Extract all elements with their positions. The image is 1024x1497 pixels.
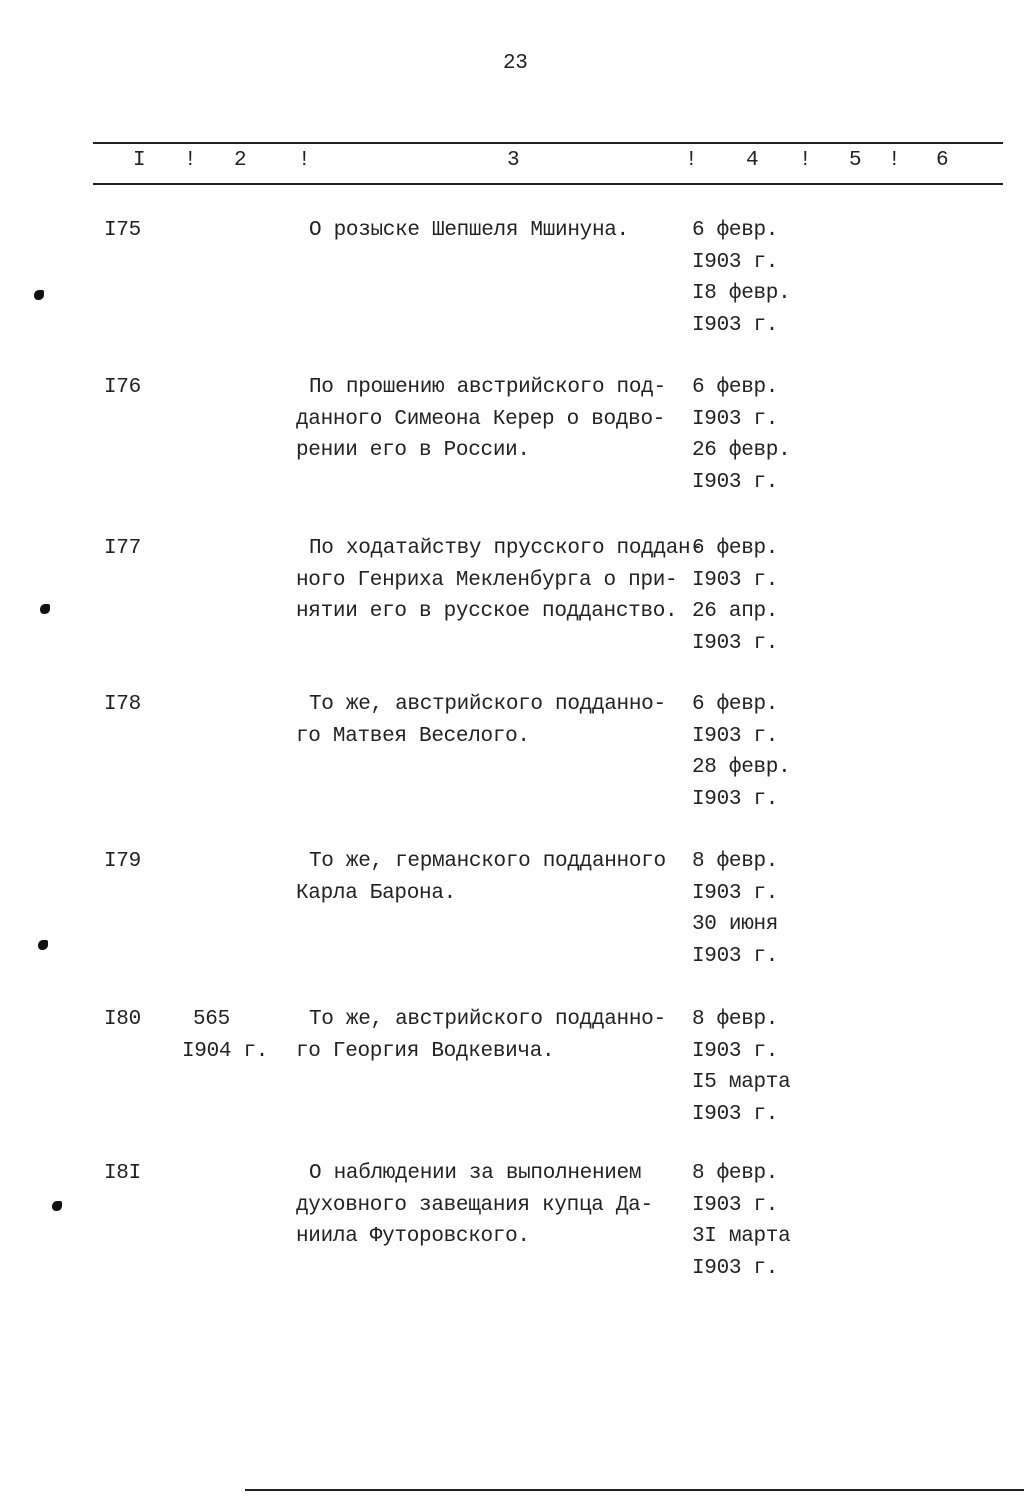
row-title-line: ниила Футоровского. xyxy=(296,1225,530,1248)
row-title-line: То же, австрийского подданно- xyxy=(309,1008,666,1031)
row-number: I76 xyxy=(104,376,141,399)
row-title-line: нятии его в русское подданство. xyxy=(296,600,678,623)
row-title-line: По ходатайству прусского поддан- xyxy=(309,537,703,560)
header-separator: ! xyxy=(184,149,197,172)
row-date-line: I903 г. xyxy=(692,470,779,494)
row-date-line: 26 февр. xyxy=(692,439,791,462)
row-date-line: I903 г. xyxy=(692,568,779,592)
header-col2: 2 xyxy=(234,149,247,172)
row-number: I80 xyxy=(104,1008,141,1031)
row-title-line: ного Генриха Мекленбурга о при- xyxy=(296,568,678,592)
row-date-line: I903 г. xyxy=(692,881,779,905)
header-bottom-rule xyxy=(93,183,1003,185)
row-date-line: I903 г. xyxy=(692,1193,779,1217)
row-date-line: 8 февр. xyxy=(692,1162,779,1185)
row-date-line: I8 февр. xyxy=(692,282,791,305)
row-title-line: По прошению австрийского под- xyxy=(309,376,666,399)
page-number: 23 xyxy=(503,52,528,75)
header-col4: 4 xyxy=(746,149,759,172)
row-date-line: 6 февр. xyxy=(692,537,779,560)
row-title-line: го Матвея Веселого. xyxy=(296,724,530,748)
row-title-line: духовного завещания купца Да- xyxy=(296,1193,653,1217)
row-date-line: I903 г. xyxy=(692,407,779,431)
row-date-line: I903 г. xyxy=(692,1039,779,1063)
case-reference: I904 г. xyxy=(182,1039,269,1063)
row-title-line: Карла Барона. xyxy=(296,881,456,905)
row-date-line: I903 г. xyxy=(692,631,779,655)
row-number: I75 xyxy=(104,219,141,242)
row-date-line: I903 г. xyxy=(692,1102,779,1126)
header-col6: 6 xyxy=(936,149,949,172)
row-date-line: I903 г. xyxy=(692,250,779,274)
header-top-rule xyxy=(93,142,1003,144)
row-number: I78 xyxy=(104,693,141,716)
row-number: I79 xyxy=(104,850,141,873)
punch-mark xyxy=(52,1201,62,1211)
row-title-line: данного Симеона Керер о водво- xyxy=(296,407,666,431)
row-number: I8I xyxy=(104,1162,141,1185)
row-title-line: О розыске Шепшеля Мшинуна. xyxy=(309,219,629,242)
punch-mark xyxy=(38,940,48,950)
row-title-line: рении его в России. xyxy=(296,439,530,462)
row-date-line: 6 февр. xyxy=(692,376,779,399)
row-title-line: О наблюдении за выполнением xyxy=(309,1162,642,1185)
row-date-line: I903 г. xyxy=(692,787,779,811)
header-separator: ! xyxy=(298,149,311,172)
row-date-line: 8 февр. xyxy=(692,1008,779,1031)
header-col1: I xyxy=(133,149,146,172)
row-date-line: 26 апр. xyxy=(692,600,779,623)
row-date-line: I903 г. xyxy=(692,313,779,337)
row-date-line: 28 февр. xyxy=(692,756,791,779)
row-date-line: 6 февр. xyxy=(692,219,779,242)
row-date-line: I903 г. xyxy=(692,1256,779,1280)
header-separator: ! xyxy=(888,149,901,172)
row-date-line: 3I марта xyxy=(692,1225,791,1248)
row-number: I77 xyxy=(104,537,141,560)
row-date-line: I903 г. xyxy=(692,724,779,748)
header-col5: 5 xyxy=(849,149,862,172)
row-date-line: 8 февр. xyxy=(692,850,779,873)
row-date-line: 6 февр. xyxy=(692,693,779,716)
header-col3: 3 xyxy=(507,149,520,172)
row-title-line: го Георгия Водкевича. xyxy=(296,1039,555,1063)
header-separator: ! xyxy=(685,149,698,172)
row-date-line: I5 марта xyxy=(692,1071,791,1094)
row-date-line: 30 июня xyxy=(692,913,779,936)
punch-mark xyxy=(34,290,44,300)
row-title-line: То же, германского подданного xyxy=(309,850,666,873)
bottom-rule xyxy=(245,1489,1024,1491)
row-date-line: I903 г. xyxy=(692,944,779,968)
punch-mark xyxy=(40,604,50,614)
case-reference: 565 xyxy=(193,1008,230,1031)
row-title-line: То же, австрийского подданно- xyxy=(309,693,666,716)
header-separator: ! xyxy=(799,149,812,172)
